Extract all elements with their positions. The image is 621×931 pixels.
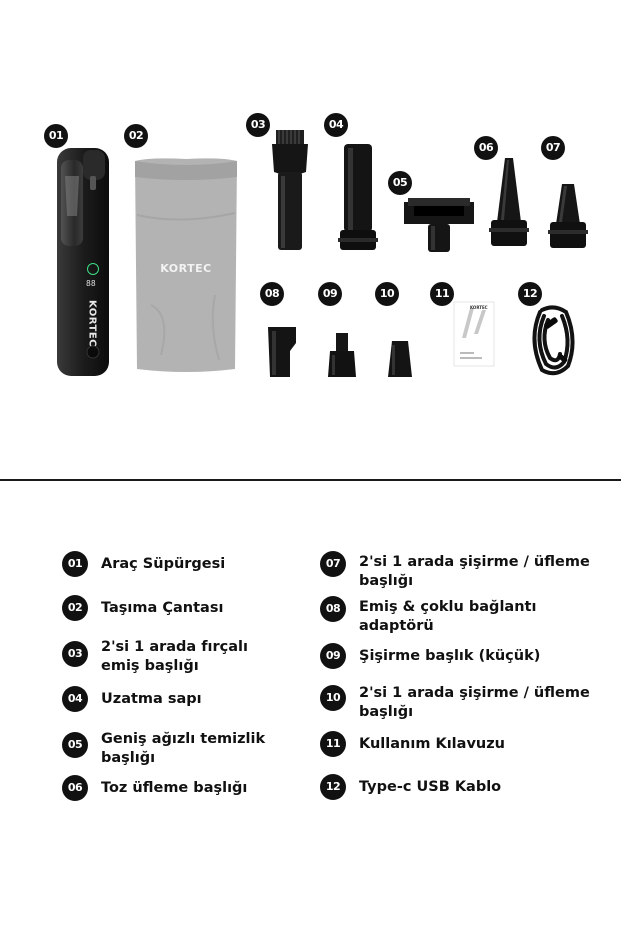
badge-02: 02 (124, 124, 148, 148)
inflation-blow-nozzle-image (384, 339, 416, 379)
legend-item-11 (320, 731, 610, 775)
vacuum-display-reading: 88 (86, 279, 96, 288)
legend-text-08: Emiş & çoklu bağlantı adaptörü (359, 599, 537, 634)
brush-suction-nozzle-image (268, 128, 312, 252)
vacuum-brand-label: KORTEC (86, 299, 98, 348)
badge-04: 04 (324, 113, 348, 137)
badge-05: 05 (388, 171, 412, 195)
bag-brand-label: KORTEC (160, 262, 212, 275)
legend-number-06: 06 (62, 775, 88, 801)
legend-text-06: Toz üfleme başlığı (101, 780, 248, 796)
legend-item-05 (62, 732, 322, 776)
legend-text-03: 2'si 1 arada fırçalı emiş başlığı (101, 639, 248, 674)
legend-text-04: Uzatma sapı (101, 691, 202, 707)
legend-number-03: 03 (62, 641, 88, 667)
legend-number-11: 11 (320, 731, 346, 757)
legend-item-02 (62, 595, 322, 639)
badge-08: 08 (260, 282, 284, 306)
suction-adapter-image (264, 325, 300, 379)
wide-mouth-nozzle-image (402, 196, 476, 254)
badge-03: 03 (246, 113, 270, 137)
legend-number-09: 09 (320, 643, 346, 669)
badge-10: 10 (375, 282, 399, 306)
legend-number-08: 08 (320, 596, 346, 622)
user-manual-image (452, 300, 496, 368)
car-vacuum-image (53, 146, 113, 378)
legend-text-09: Şişirme başlık (küçük) (359, 648, 541, 664)
legend-number-07: 07 (320, 551, 346, 577)
section-divider (0, 479, 621, 481)
legend-number-10: 10 (320, 685, 346, 711)
badge-12: 12 (518, 282, 542, 306)
manual-brand-label: KORTEC (470, 305, 488, 310)
legend-text-05: Geniş ağızlı temizlik başlığı (101, 731, 266, 766)
extension-tube-image (336, 142, 380, 252)
badge-06: 06 (474, 136, 498, 160)
legend-number-01: 01 (62, 551, 88, 577)
legend-text-02: Taşıma Çantası (101, 600, 224, 616)
legend-item-03 (62, 641, 322, 685)
legend-number-05: 05 (62, 732, 88, 758)
badge-01: 01 (44, 124, 68, 148)
vacuum-display-icon (87, 263, 99, 275)
legend-item-10 (320, 685, 610, 729)
legend-text-07: 2'si 1 arada şişirme / üfleme başlığı (359, 554, 590, 589)
legend-number-12: 12 (320, 774, 346, 800)
legend-text-01: Araç Süpürgesi (101, 556, 226, 572)
badge-09: 09 (318, 282, 342, 306)
small-inflation-nozzle-image (326, 331, 358, 379)
legend-text-12: Type-c USB Kablo (359, 779, 502, 795)
badge-07: 07 (541, 136, 565, 160)
legend-number-02: 02 (62, 595, 88, 621)
legend-text-10: 2'si 1 arada şişirme / üfleme başlığı (359, 685, 590, 720)
legend-item-06 (62, 775, 322, 819)
legend-item-12 (320, 774, 610, 818)
dust-blow-nozzle-image (487, 156, 531, 252)
inflation-nozzle-large-image (546, 182, 590, 252)
legend-number-04: 04 (62, 686, 88, 712)
badge-11: 11 (430, 282, 454, 306)
legend-item-01 (62, 551, 322, 595)
legend-item-08 (320, 596, 610, 640)
legend-text-11: Kullanım Kılavuzu (359, 736, 505, 752)
legend-item-09 (320, 643, 610, 687)
legend-item-04 (62, 686, 322, 730)
legend-item-07 (320, 551, 610, 595)
usb-cable-image (526, 300, 580, 380)
